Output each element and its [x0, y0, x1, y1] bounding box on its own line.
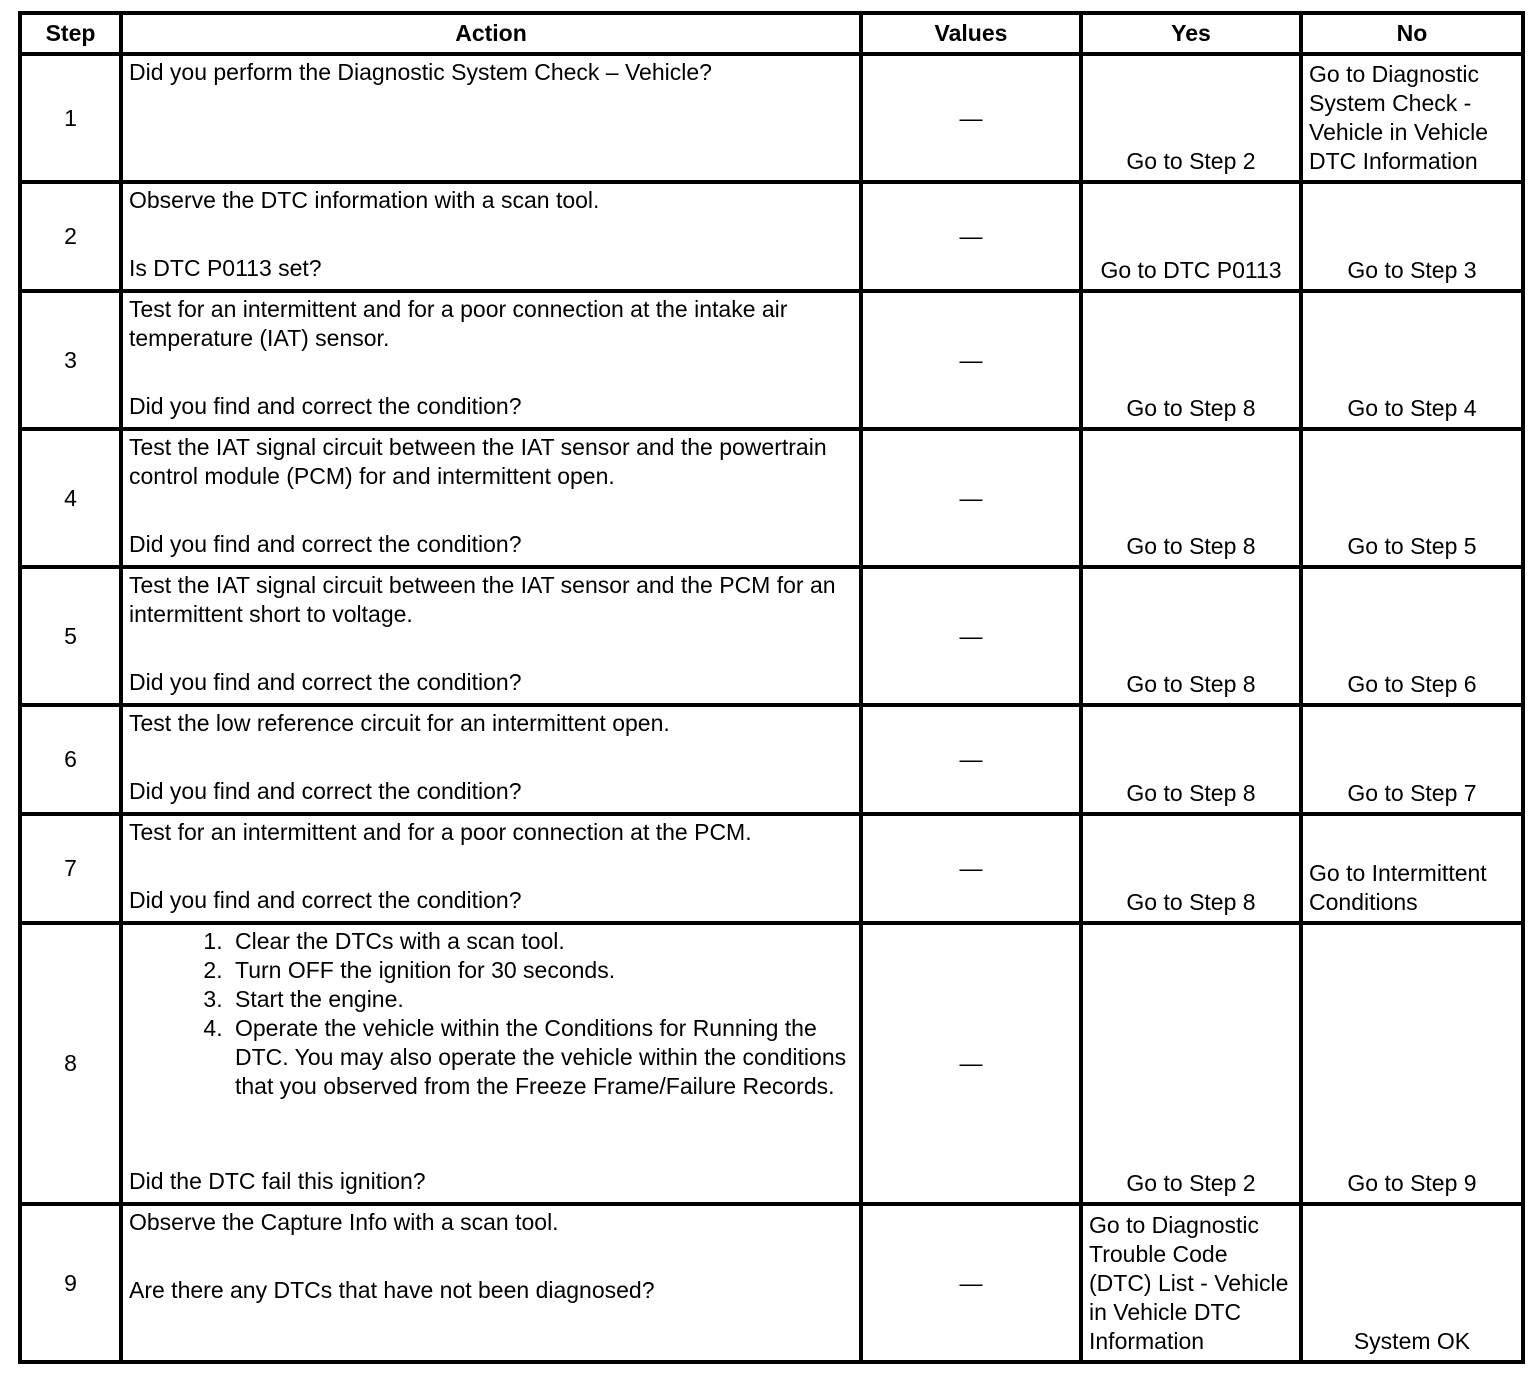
- value-cell: —: [861, 182, 1081, 291]
- table-row: [20, 923, 1523, 1204]
- question-text: Are there any DTCs that have not been diagnosed?: [129, 1277, 655, 1303]
- step-number: 7: [20, 814, 121, 923]
- question-text: Did you find and correct the condition?: [129, 531, 522, 557]
- step-number: 4: [20, 429, 121, 567]
- yes-cell: [1081, 182, 1301, 291]
- value-cell: —: [861, 291, 1081, 429]
- no-cell: [1301, 567, 1523, 705]
- diagnostic-table: [18, 11, 1525, 1364]
- no-cell: [1301, 429, 1523, 567]
- header-values: Values: [861, 13, 1081, 54]
- question-text: Did you find and correct the condition?: [129, 669, 522, 695]
- step-number: 2: [20, 182, 121, 291]
- no-cell: [1301, 705, 1523, 814]
- value-cell: —: [861, 567, 1081, 705]
- header-yes: Yes: [1081, 13, 1301, 54]
- action-text: Test the IAT signal circuit between the IAT sensor and the PCM for an intermittent short to voltage.: [129, 572, 836, 627]
- question-text: Did you find and correct the condition?: [129, 393, 522, 419]
- yes-text: Go to Step 2: [1126, 1170, 1256, 1196]
- action-cell: [121, 923, 861, 1204]
- no-cell: [1301, 814, 1523, 923]
- action-cell: [121, 429, 861, 567]
- step-number: 6: [20, 705, 121, 814]
- action-text: Test for an intermittent and for a poor connection at the intake air temperature (IAT) sensor.: [129, 296, 788, 351]
- value-cell: —: [861, 429, 1081, 567]
- no-cell: [1301, 182, 1523, 291]
- table-row: [20, 429, 1523, 567]
- procedure-list: [129, 927, 855, 1101]
- question-text: Did you find and correct the condition?: [129, 887, 522, 913]
- value-cell: —: [861, 814, 1081, 923]
- no-text: Go to Step 3: [1347, 257, 1477, 283]
- action-text: Observe the DTC information with a scan tool.: [129, 187, 600, 213]
- action-text: Test the IAT signal circuit between the IAT sensor and the powertrain control module (PCM) for and intermittent open.: [129, 434, 827, 489]
- action-cell: [121, 291, 861, 429]
- step-number: 3: [20, 291, 121, 429]
- yes-text: Go to Diagnostic Trouble Code (DTC) List - Vehicle in Vehicle DTC Information: [1089, 1212, 1289, 1354]
- value-cell: —: [861, 923, 1081, 1204]
- table-row: [20, 1204, 1523, 1362]
- no-text: Go to Intermittent Conditions: [1309, 860, 1487, 915]
- action-cell: [121, 54, 861, 182]
- yes-cell: [1081, 705, 1301, 814]
- header-step: Step: [20, 13, 121, 54]
- yes-cell: [1081, 923, 1301, 1204]
- action-cell: [121, 182, 861, 291]
- step-number: 9: [20, 1204, 121, 1362]
- question-text: Did the DTC fail this ignition?: [129, 1168, 426, 1194]
- no-text: Go to Step 9: [1347, 1170, 1477, 1196]
- step-number: 5: [20, 567, 121, 705]
- yes-text: Go to Step 8: [1126, 780, 1256, 806]
- action-text: Test for an intermittent and for a poor connection at the PCM.: [129, 819, 752, 845]
- yes-cell: [1081, 429, 1301, 567]
- question-text: Did you find and correct the condition?: [129, 778, 522, 804]
- table-row: [20, 182, 1523, 291]
- table-row: [20, 291, 1523, 429]
- table-row: [20, 705, 1523, 814]
- yes-text: Go to Step 2: [1126, 148, 1256, 174]
- action-text: Test the low reference circuit for an intermittent open.: [129, 710, 670, 736]
- action-text: Did you perform the Diagnostic System Check – Vehicle?: [129, 59, 712, 85]
- step-number: 8: [20, 923, 121, 1204]
- no-cell: [1301, 54, 1523, 182]
- yes-text: Go to Step 8: [1126, 533, 1256, 559]
- no-cell: [1301, 291, 1523, 429]
- yes-text: Go to Step 8: [1126, 671, 1256, 697]
- list-item: 4. Operate the vehicle within the Conditions for Running the DTC. You may also operate the vehicle within the conditions that you observed from the Freeze Frame/Failure Records.: [229, 1014, 855, 1101]
- yes-cell: [1081, 291, 1301, 429]
- no-cell: [1301, 923, 1523, 1204]
- value-cell: —: [861, 705, 1081, 814]
- value-cell: —: [861, 54, 1081, 182]
- header-no: No: [1301, 13, 1523, 54]
- action-text: Observe the Capture Info with a scan tool.: [129, 1209, 559, 1235]
- action-cell: [121, 705, 861, 814]
- yes-cell: [1081, 814, 1301, 923]
- table-row: [20, 54, 1523, 182]
- list-item: 2. Turn OFF the ignition for 30 seconds.: [229, 956, 855, 985]
- yes-cell: [1081, 567, 1301, 705]
- no-text: Go to Step 4: [1347, 395, 1477, 421]
- header-row: [20, 13, 1523, 54]
- no-text: Go to Step 7: [1347, 780, 1477, 806]
- yes-text: Go to DTC P0113: [1100, 257, 1282, 283]
- yes-text: Go to Step 8: [1126, 889, 1256, 915]
- step-number: 1: [20, 54, 121, 182]
- list-item: 1. Clear the DTCs with a scan tool.: [229, 927, 855, 956]
- question-text: Is DTC P0113 set?: [129, 255, 322, 281]
- action-cell: [121, 1204, 861, 1362]
- no-text: Go to Step 5: [1347, 533, 1477, 559]
- yes-cell: [1081, 54, 1301, 182]
- table-row: [20, 814, 1523, 923]
- no-text: Go to Diagnostic System Check - Vehicle in Vehicle DTC Information: [1309, 61, 1489, 174]
- no-cell: [1301, 1204, 1523, 1362]
- no-text: System OK: [1353, 1328, 1471, 1354]
- value-cell: —: [861, 1204, 1081, 1362]
- action-cell: [121, 567, 861, 705]
- yes-text: Go to Step 8: [1126, 395, 1256, 421]
- action-cell: [121, 814, 861, 923]
- no-text: Go to Step 6: [1347, 671, 1477, 697]
- table-row: [20, 567, 1523, 705]
- yes-cell: [1081, 1204, 1301, 1362]
- list-item: 3. Start the engine.: [229, 985, 855, 1014]
- header-action: Action: [121, 13, 861, 54]
